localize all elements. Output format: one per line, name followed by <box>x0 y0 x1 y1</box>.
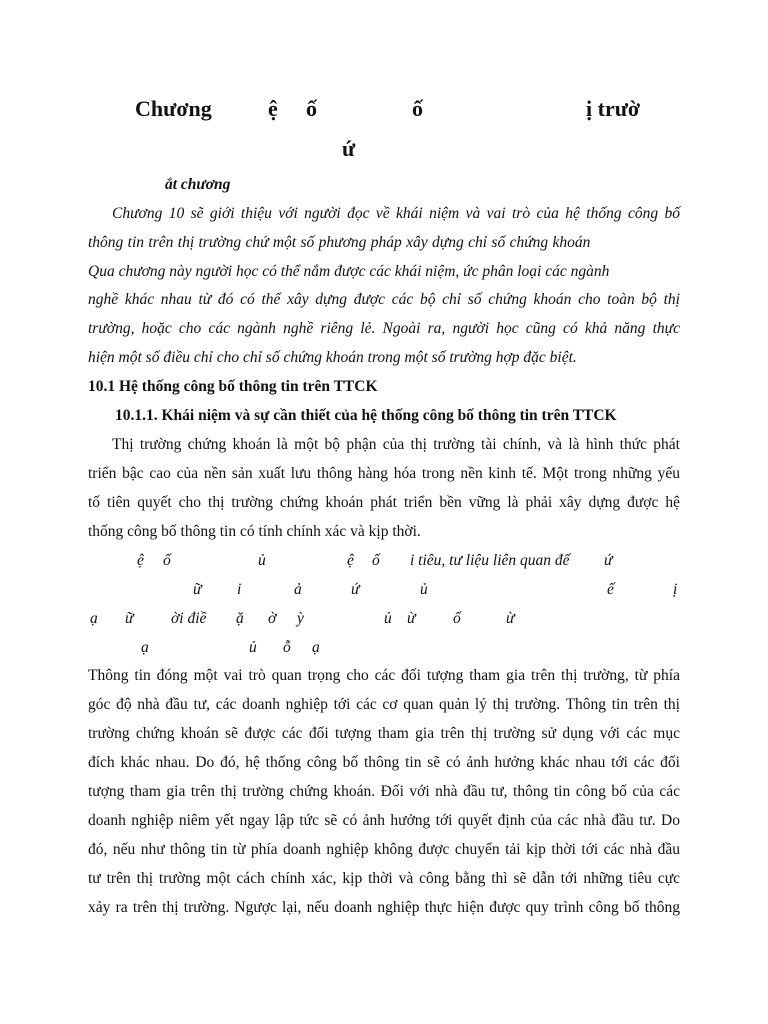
summary-line: trường, hoặc cho các ngành nghề riêng lẻ. Ngoài ra, người học cũng có khả năng thực <box>88 320 680 337</box>
subsection-heading: 10.1.1. Khái niệm và sự cần thiết của hệ thống công bố thông tin trên TTCK <box>115 407 617 424</box>
fragment: ứ <box>351 581 360 598</box>
fragment: ủ <box>258 552 266 569</box>
paragraph-line: tư trên thị trường một cách chính xác, kịp thời và công bằng thì sẽ dẫn tới những tiêu cực <box>88 870 680 887</box>
summary-line: Chương 10 sẽ giới thiệu với người đọc về khái niệm và vai trò của hệ thống công bố <box>112 205 680 222</box>
paragraph-line: Thông tin đóng một vai trò quan trọng cho các đối tượng tham gia trên thị trường, từ phía <box>88 667 680 684</box>
fragment: ế <box>607 581 614 598</box>
fragment: ời điề <box>171 610 207 627</box>
title-word: ị trườ <box>586 96 641 121</box>
fragment: ứ <box>604 552 613 569</box>
paragraph-line: tượng tham gia trên thị trường chứng khoán. Đối với nhà đầu tư, thông tin công bố của các <box>88 783 680 800</box>
title-word: ệ <box>268 96 278 121</box>
fragment: ữ <box>193 581 202 598</box>
fragment: ả <box>294 581 302 598</box>
summary-line: nghề khác nhau từ đó có thể xây dựng được các bộ chỉ số chứng khoán cho toàn bộ thị <box>88 291 680 308</box>
fragment: ỳ <box>297 610 304 627</box>
summary-line: hiện một số điều chỉ cho chỉ số chứng khoán trong một số trường hợp đặc biệt. <box>88 349 577 366</box>
title-word: ố <box>412 96 423 121</box>
fragment: ố <box>163 552 171 569</box>
paragraph-line: xảy ra trên thị trường. Ngược lại, nếu doanh nghiệp thực hiện được quy trình công bố thông <box>88 899 680 916</box>
fragment: ủ <box>420 581 428 598</box>
title-line2: ứ <box>342 136 356 161</box>
summary-heading: ắt chương <box>165 176 231 193</box>
paragraph-line: góc độ nhà đầu tư, các doanh nghiệp tới các cơ quan quản lý thị trường. Thông tin trên thị <box>88 696 680 713</box>
paragraph-line: Thị trường chứng khoán là một bộ phận của thị trường tài chính, và là hình thức phát <box>112 436 680 453</box>
fragment: i tiêu, tư liệu liên quan đế <box>410 552 570 569</box>
paragraph-line: triển bậc cao của nền sản xuất lưu thông hàng hóa trong nền kinh tế. Một trong những yếu <box>88 465 680 482</box>
fragment: ệ <box>137 552 144 569</box>
fragment: i <box>237 581 242 598</box>
fragment: ỗ <box>283 639 291 656</box>
fragment: ị <box>673 581 678 598</box>
paragraph-line: đích khác nhau. Do đó, hệ thống công bố thông tin sẽ có ảnh hưởng khác nhau tới các đối <box>88 754 680 771</box>
paragraph-line: doanh nghiệp niêm yết ngay lập tức sẽ có ảnh hưởng tới quyết định của các nhà đầu tư. Do <box>88 812 680 829</box>
title-word: ố <box>306 96 317 121</box>
fragment: ạ <box>312 639 320 656</box>
paragraph-line: tố tiên quyết cho thị trường chứng khoán phát triển bền vững là phải xây dựng được hệ <box>88 494 680 511</box>
fragment: ủ <box>249 639 257 656</box>
summary-line: thông tin trên thị trường chứ một số phương pháp xây dựng chỉ số chứng khoán <box>88 234 591 251</box>
section-heading: 10.1 Hệ thống công bố thông tin trên TTCK <box>88 378 378 395</box>
paragraph-line: trường chứng khoán sẽ được các đối tượng tham gia trên thị trường sử dụng với các mục <box>88 725 680 742</box>
fragment: ạ <box>90 610 98 627</box>
fragment: ờ <box>268 610 277 627</box>
title-word: Chương <box>135 96 212 121</box>
fragment: ừ <box>407 610 416 627</box>
fragment: ữ <box>125 610 134 627</box>
fragment: ặ <box>236 610 244 627</box>
fragment: ệ <box>347 552 354 569</box>
fragment: ủ <box>384 610 392 627</box>
summary-line: Qua chương này người học có thể nắm được các khái niệm, ức phân loại các ngành <box>88 263 610 280</box>
fragment: ừ <box>506 610 515 627</box>
fragment: ố <box>453 610 461 627</box>
paragraph-line: đó, nếu như thông tin từ phía doanh nghiệp không được chuyển tải kịp thời tới các nhà đầu <box>88 841 680 858</box>
paragraph-line: thống công bố thông tin có tính chính xác và kịp thời. <box>88 523 421 540</box>
fragment: ạ <box>141 639 149 656</box>
fragment: ố <box>372 552 380 569</box>
